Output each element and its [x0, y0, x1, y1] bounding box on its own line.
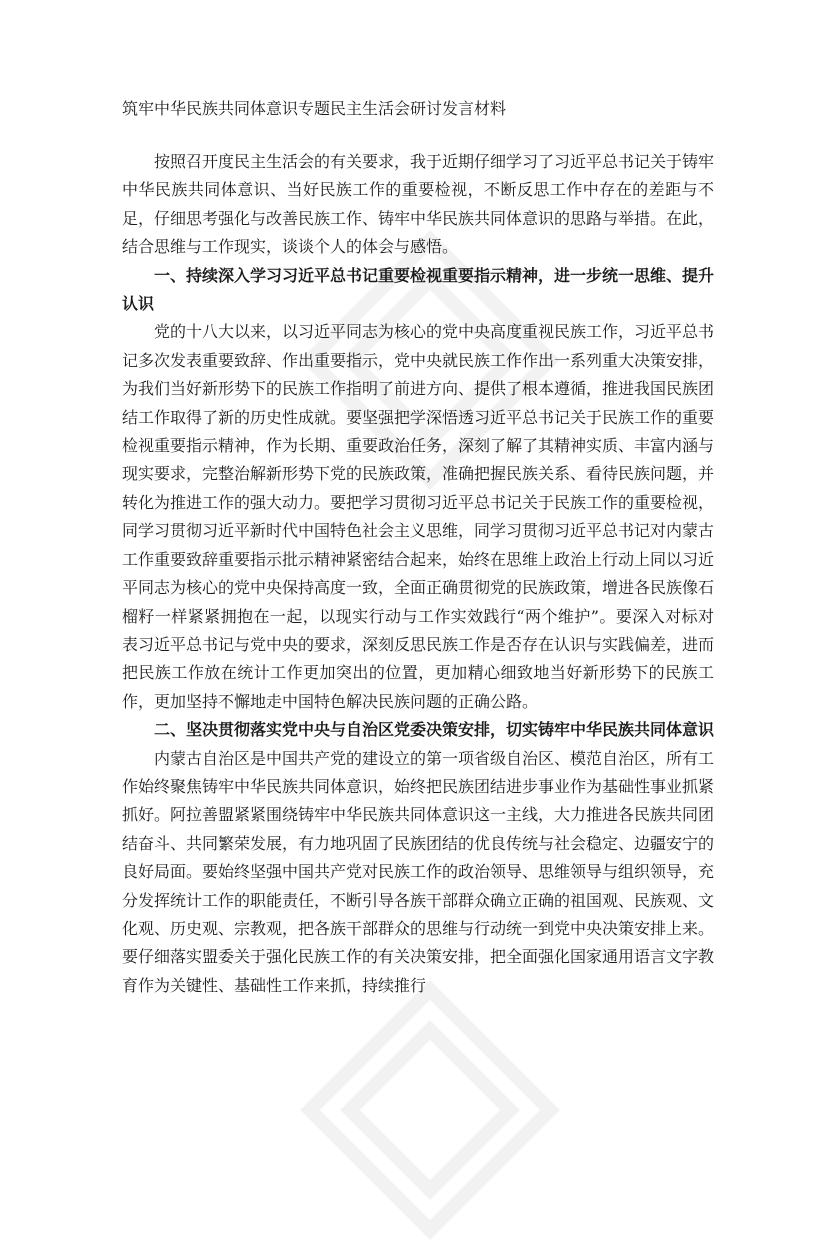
document-body — [122, 98, 714, 1000]
section-heading: 一、持续深入学习习近平总书记重要检视重要指示精神，进一步统一思维、提升认识 — [122, 265, 715, 314]
intro-paragraph: 按照召开度民主生活会的有关要求，我于近期仔细学习了习近平总书记关于铸牢中华民族共同体意识、当好民族工作的重要检视，不断反思工作中存在的差距与不足，仔细思考强化与改善民族工作、铸牢中华民族共同体意识的思路与举措。在此，结合思维与工作现实，谈谈个人的体会与感悟。 — [122, 152, 715, 257]
diamond-watermark-icon — [300, 980, 560, 1240]
section-paragraph: 党的十八大以来，以习近平同志为核心的党中央高度重视民族工作，习近平总书记多次发表重要致辞、作出重要指示，党中央就民族工作作出一系列重大决策安排，为我们当好新形势下的民族工作指明了前进方向、提供了根本遵循，推进我国民族团结工作取得了新的历史性成就。要坚强把学深悟透习近平总书记关于民族工作的重要检视重要指示精神，作为长期、重要政治任务，深刻了解了其精神实质、丰富内涵与现实要求，完整治解新形势下党的民族政策，准确把握民族关系、看待民族问题，并转化为推进工作的强大动力。要把学习贯彻习近平总书记关于民族工作的重要检视，同学习贯彻习近平新时代中国特色社会主义思维，同学习贯彻习近平总书记对内蒙古工作重要致辞重要指示批示精神紧密结合起来，始终在思维上政治上行动上同以习近平同志为核心的党中央保持高度一致，全面正确贯彻党的民族政策，增进各民族像石榴籽一样紧紧拥抱在一起，以现实行动与工作实效践行“两个维护”。要深入对标对表习近平总书记与党中央的要求，深刻反思民族工作是否存在认识与实践偏差，进而把民族工作放在统计工作更加突出的位置，更加精心细致地当好新形势下的民族工作，更加坚持不懈地走中国特色解决民族问题的正确公路。 — [122, 322, 715, 711]
section-paragraph: 内蒙古自治区是中国共产党的建设立的第一项省级自治区、模范自治区，所有工作始终聚焦铸牢中华民族共同体意识，始终把民族团结进步事业作为基础性事业抓紧抓好。阿拉善盟紧紧围绕铸牢中华民族共同体意识这一主线，大力推进各民族共同团结奋斗、共同繁荣发展，有力地巩固了民族团结的优良传统与社会稳定、边疆安宁的良好局面。要始终坚强中国共产党对民族工作的政治领导、思维领导与组织领导，充分发挥统计工作的职能责任，不断引导各族干部群众确立正确的祖国观、民族观、文化观、历史观、宗教观，把各族干部群众的思维与行动统一到党中央决策安排上来。要仔细落实盟委关于强化民族工作的有关决策安排，把全面强化国家通用语言文字教育作为关键性、基础性工作来抓，持续推行 — [122, 748, 715, 995]
document-title: 筑牢中华民族共同体意识专题民主生活会研讨发言材料 — [122, 99, 507, 118]
section-heading: 二、坚决贯彻落实党中央与自治区党委决策安排，切实铸牢中华民族共同体意识 — [154, 720, 715, 740]
